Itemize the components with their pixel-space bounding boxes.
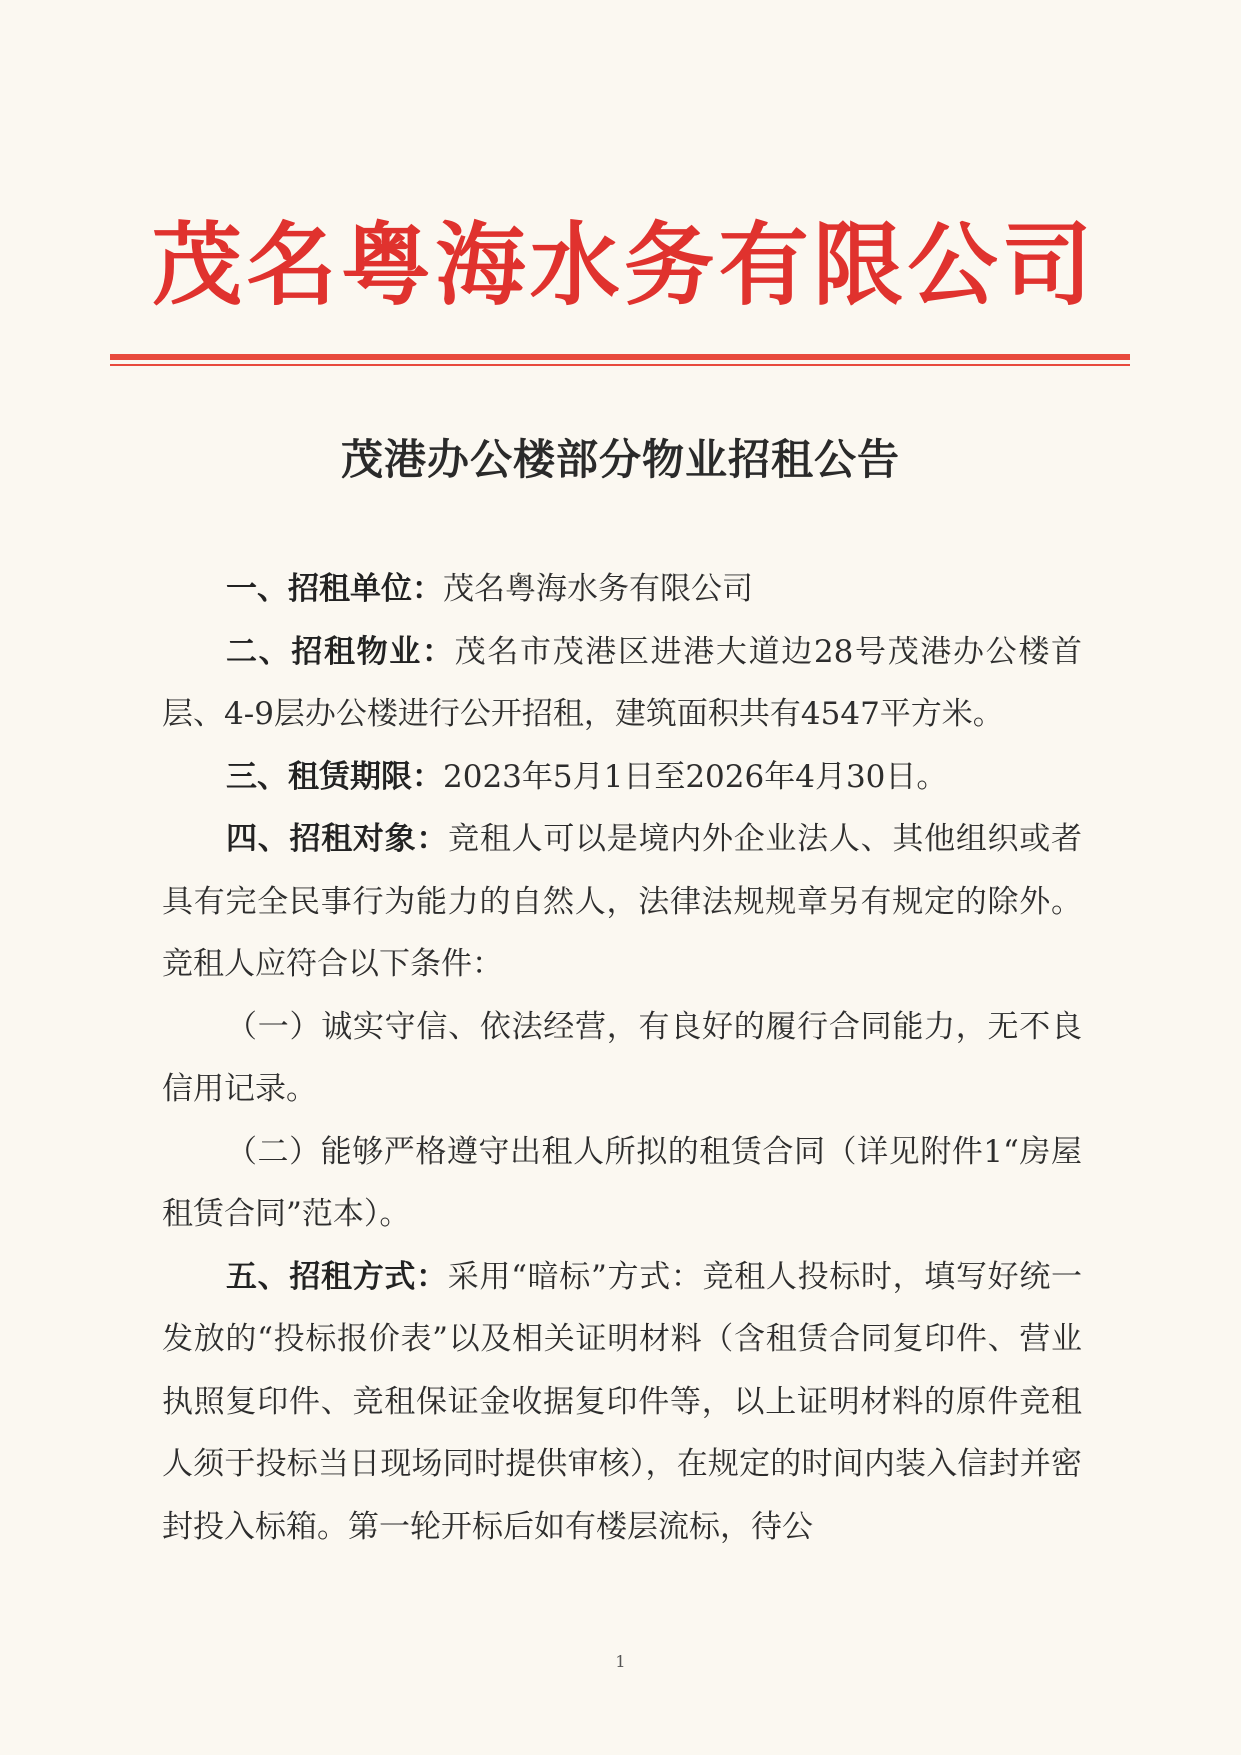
condition-1: [162, 996, 1082, 1121]
section-text: 采用“暗标”方式：竞租人投标时，填写好统一发放的“投标报价表”以及相关证明材料（含租赁合同复印件、营业执照复印件、竞租保证金收据复印件等，以上证明材料的原件竞租人须于投标当日现场同时提供审核），在规定的时间内装入信封并密封投入标箱。第一轮开标后如有楼层流标，待公: [162, 1258, 1082, 1545]
section-lease-term: [162, 746, 1082, 809]
letterhead-rule-thin: [110, 364, 1130, 366]
section-text: 2023年5月1日至2026年4月30日。: [443, 758, 948, 795]
section-text: （二）能够严格遵守出租人所拟的租赁合同（详见附件1“房屋租赁合同”范本）。: [162, 1133, 1082, 1232]
section-label: 一、招租单位：: [226, 571, 443, 607]
section-label: 四、招租对象：: [226, 821, 449, 857]
document-title: 茂港办公楼部分物业招租公告: [340, 435, 900, 484]
document-body: [162, 558, 1082, 1558]
section-property: [162, 621, 1082, 746]
section-label: 五、招租方式：: [226, 1258, 448, 1295]
page-number: 1: [615, 1652, 626, 1671]
section-text: 茂名粤海水务有限公司: [443, 571, 753, 607]
condition-2: [162, 1121, 1082, 1246]
section-label: 二、招租物业：: [226, 633, 455, 670]
company-letterhead: 茂名粤海水务有限公司: [152, 212, 1092, 318]
section-bidders: [162, 808, 1082, 996]
section-text: （一）诚实守信、依法经营，有良好的履行合同能力，无不良信用记录。: [162, 1008, 1082, 1107]
letterhead-rule-thick: [110, 354, 1130, 360]
section-lessor: [162, 558, 1082, 621]
section-text: 茂名市茂港区进港大道边28号茂港办公楼首层、4-9层办公楼进行公开招租，建筑面积共有4547平方米。: [162, 633, 1082, 732]
section-text: 竞租人可以是境内外企业法人、其他组织或者具有完全民事行为能力的自然人，法律法规规章另有规定的除外。竞租人应符合以下条件：: [162, 821, 1083, 982]
section-label: 三、租赁期限：: [226, 758, 443, 795]
section-method: [162, 1246, 1082, 1559]
